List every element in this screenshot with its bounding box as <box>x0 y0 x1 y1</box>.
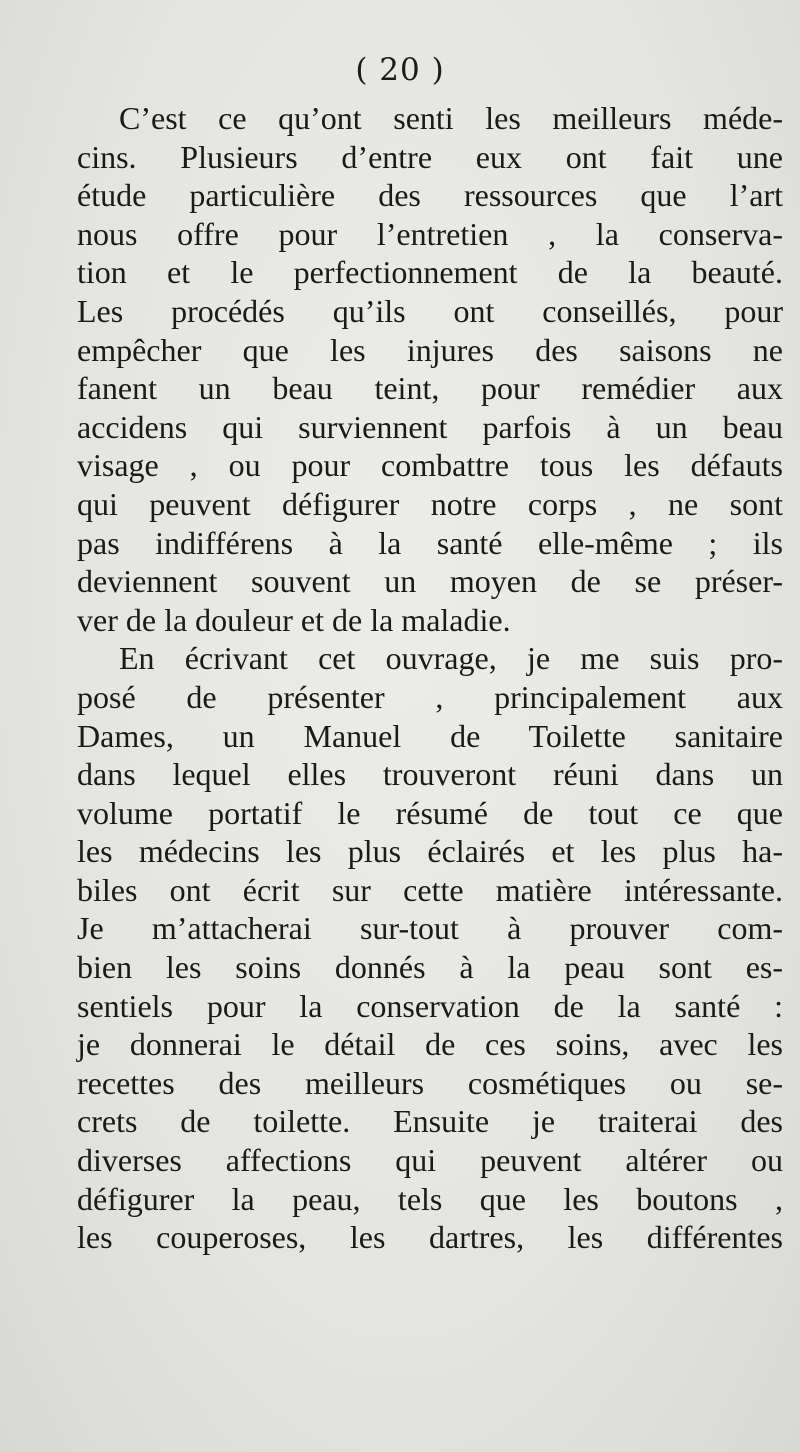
text-line: tion et le perfectionnement de la beauté. <box>77 254 783 291</box>
text-line: les médecins les plus éclairés et les plus ha- <box>77 833 783 870</box>
text-line: je donnerai le détail de ces soins, avec les <box>77 1026 783 1063</box>
text-line: En écrivant cet ouvrage, je me suis pro- <box>119 640 783 677</box>
text-line: diverses affections qui peuvent altérer ou <box>77 1142 783 1179</box>
text-line: visage , ou pour combattre tous les défauts <box>77 447 783 484</box>
text-line: Les procédés qu’ils ont conseillés, pour <box>77 292 783 329</box>
text-line: crets de toilette. Ensuite je traiterai des <box>77 1103 783 1140</box>
text-line: empêcher que les injures des saisons ne <box>77 331 783 368</box>
text-line: les couperoses, les dartres, les différentes <box>77 1219 783 1256</box>
text-line: pas indifférens à la santé elle-même ; ils <box>77 524 783 561</box>
text-line: bien les soins donnés à la peau sont es- <box>77 949 783 986</box>
text-line: ver de la douleur et de la maladie. <box>77 601 511 638</box>
text-line: Dames, un Manuel de Toilette sanitaire <box>77 717 783 754</box>
text-line: nous offre pour l’entretien , la conserva- <box>77 215 783 252</box>
text-line: biles ont écrit sur cette matière intéressante. <box>77 871 783 908</box>
text-line: accidens qui surviennent parfois à un beau <box>77 408 783 445</box>
text-line: fanent un beau teint, pour remédier aux <box>77 370 783 407</box>
text-line: recettes des meilleurs cosmétiques ou se- <box>77 1064 783 1101</box>
text-line: posé de présenter , principalement aux <box>77 678 783 715</box>
text-line: sentiels pour la conservation de la santé : <box>77 987 783 1024</box>
text-line: C’est ce qu’ont senti les meilleurs méde- <box>119 100 783 136</box>
text-line: étude particulière des ressources que l’art <box>77 177 783 214</box>
text-line: deviennent souvent un moyen de se préser- <box>77 563 783 600</box>
text-line: Je m’attacherai sur-tout à prouver com- <box>77 910 783 947</box>
text-line: défigurer la peau, tels que les boutons , <box>77 1180 783 1217</box>
text-line: qui peuvent défigurer notre corps , ne sont <box>77 485 783 522</box>
text-line: cins. Plusieurs d’entre eux ont fait une <box>77 138 783 175</box>
text-line: dans lequel elles trouveront réuni dans un <box>77 756 783 793</box>
page-number: ( 20 ) <box>355 52 445 88</box>
body-text <box>77 99 783 1257</box>
text-line: volume portatif le résumé de tout ce que <box>77 794 783 831</box>
